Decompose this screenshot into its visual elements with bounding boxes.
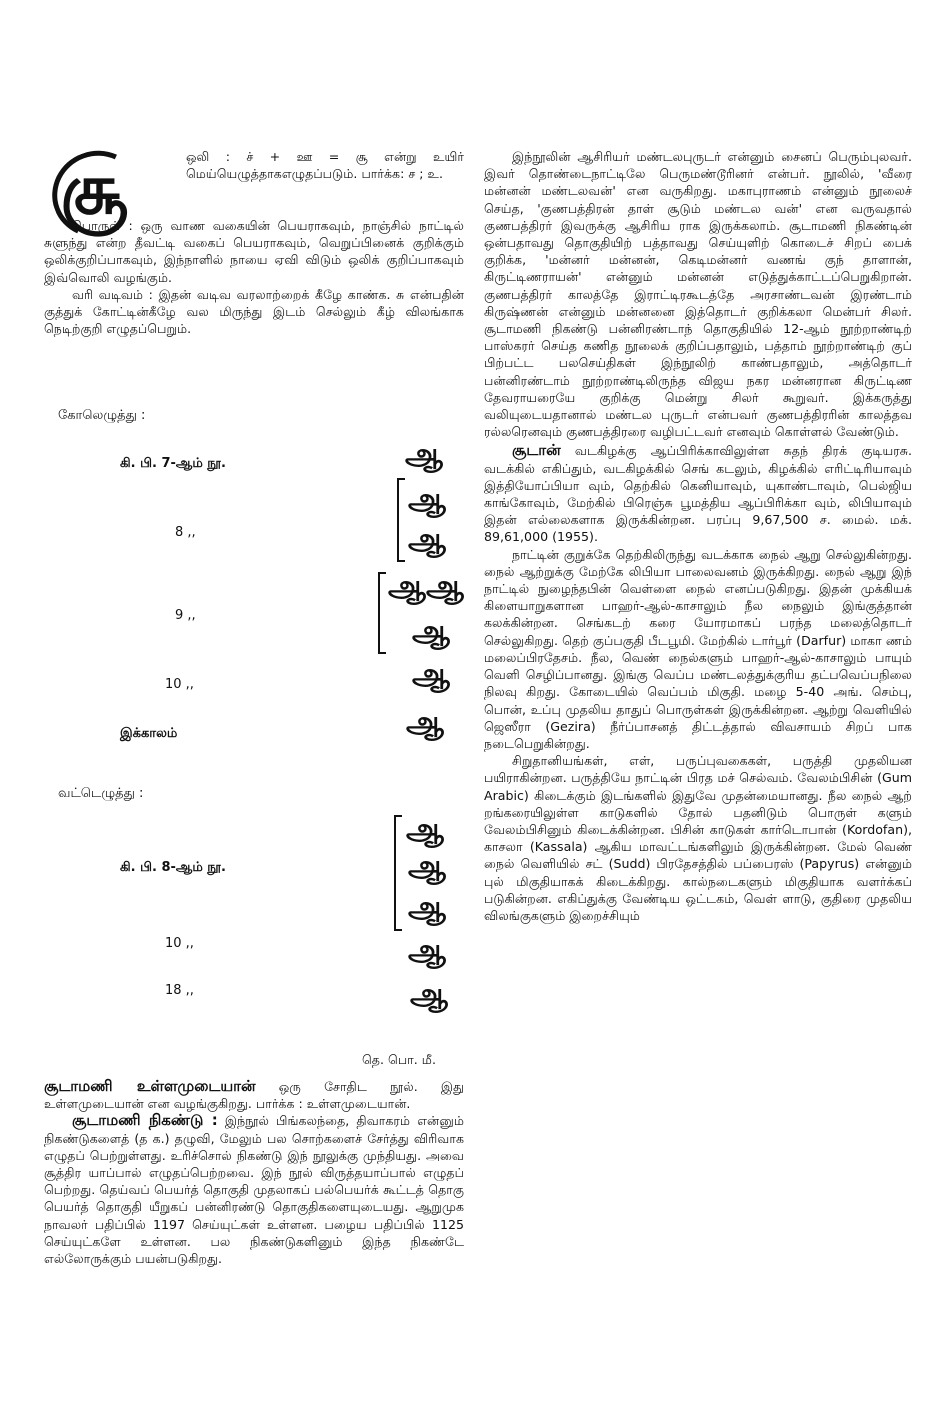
kol-row-8: 8 ,, bbox=[175, 525, 196, 540]
sudan-text: வடகிழக்கு ஆப்பிரிக்காவிலுள்ள சுதந் திரக் குடியரசு. வடக்கில் எகிப்தும், வடகிழக்கில் செங் கடலும், கிழக்கில் எரிட்டிரியாவும் இத்தியோப்பியா வும், தெற்கில் கெனியாவும், யுகாண்டாவும், பெல்ஜிய காங்கோவும், மேற்கில் பிரெஞ்சு பூமத்திய ஆப்பிரிக்கா வும், லிபியாவும் இதன் எல்லைகளாக இருக்கின்றன. பரப்பு 9,67,500 ச. மைல். மக். 89,61,000 (1955). bbox=[484, 443, 912, 545]
ullam-text: ஒரு சோதிட நூல். இது உள்ளமுடையான் என வழங்குகிறது. பார்க்க : உள்ளமுடையான். bbox=[44, 1079, 465, 1112]
intro-line bbox=[186, 148, 464, 182]
ullam-entry bbox=[44, 1078, 464, 1112]
nigandu-head: சூடாமணி நிகண்டு : bbox=[72, 1111, 218, 1130]
nigandu-entry bbox=[44, 1112, 464, 1267]
kol-glyph-3: ஆ bbox=[408, 522, 446, 557]
kol-glyph-1: ஆ bbox=[405, 437, 443, 472]
right-para-1: இந்நூலின் ஆசிரியர் மண்டலபுருடர் என்னும் சைனப் பெரும்புலவர். இவர் தொண்டைநாட்டிலே பெருமண்டூரினர் என்பர். நூலில், 'வீரை மன்னன் மண்டலவன்' என வருகிறது. மகாபுராணம் என்னும் நூலைச் செய்த, 'குணபத்திரன் தாள் சூடும் மண்டல வன்' என வருவதால் குணபத்திரர் இவருக்கு ஆசிரிய ராக இருக்கலாம். சூடாமணி நிகண்டின் ஒன்பதாவது தொகுதியிற் பத்தாவது செய்யுளிற் கொடைச் சிறப் பைக் குறிக்க, 'மன்னர் மன்னன், கெடிமன்னர் வணங் குந் தாளான், கிருட்டிணராயன்' என்னும் மன்னன் எடுத்துக்காட்டப்பெறுகிறான். குணபத்திரர் காலத்தே இராட்டிரகூடத்தே அரசாண்டவன் இரண்டாம் கிருஷ்ணன் என்னும் மன்னனை இத்தொடர் குறிக்கலா மென்பர் சிலர். சூடாமணி நிகண்டு பன்னிரண்டாந் தொகுதியில் 12-ஆம் நூற்றாண்டிற் பாஸ்கரர் செய்த கணித நூலைக் குறிப்பதாலும், பத்தாம் நூற்றாண்டிற் குப் பிற்பட்ட பலசெய்திகள் இந்நூலிற் காண்பதாலும், அத்தொடர் பன்னிரண்டாம் நூற்றாண்டிலிருந்த விஜய நகர மன்னரான கிருட்டிண தேவராயரையே குறிக்கு மென்று சிலர் கூறுவர். இக்கருத்து வலியுடையதானால் மண்டல புருடர் என்பவர் குணபத்திரரின் காலத்தவ ரல்லரெனவும் குணபத்திரரை வழிபட்டவர் எனவும் கொள்ளல் வேண்டும். bbox=[484, 149, 912, 440]
vatt-glyph-5: ஆ bbox=[410, 977, 448, 1012]
kol-row-10: 10 ,, bbox=[165, 677, 194, 692]
vari-paragraph: வரி வடிவம் : இதன் வடிவ வரலாற்றைக் கீழே காண்க. சு என்பதின் குத்துக் கோட்டின்கீழே வல மிருந்து இடம் செல்லும் கீழ் விலங்காக நெடிற்குறி எழுதப்பெறும். bbox=[44, 286, 464, 337]
kol-row-now: இக்காலம் bbox=[120, 726, 178, 741]
right-para-3: நாட்டின் குறுக்கே தெற்கிலிருந்து வடக்காக நைல் ஆறு செல்லுகின்றது. நைல் ஆற்றுக்கு மேற்கே லிபியா பாலைவனம் இருக்கிறது. நைல் ஆறு இந் நாட்டில் நுழைந்தபின் வெள்ளை நைல் எனப்படுகிறது. இதன் முக்கியக் கிளையாறுகளான பாஹர்-ஆல்-காசாலும் நீல நைலும் இங்குத்தான் கலக்கின்றன. செங்கடற் கரை யோரமாகப் பரந்த மலைத்தொடர் செல்லுகிறது. தெற் குப்பகுதி பீடபூமி. மேற்கில் டார்பூர் (Darfur) மாகா ணம் மலைப்பிரதேசம். நீல, வெண் நைல்களும் பாஹர்-ஆல்-காசாலும் பாயும் வெளி செழிப்பானது. இங்கு வெப்ப மண்டலத்துக்குரிய தட்பவெப்பநிலை நிலவு கிறது. கோடையில் வெப்பம் மிகுதி. மழை 5-40 அங். செம்பு, பொன், உப்பு முதலிய தாதுப் பொருள்கள் இருக்கின்றன. ஆற்று வெளியில் ஜெஸீரா (Gezira) நீர்ப்பாசனத் திட்டத்தால் விவசாயம் சிறப் பாக நடைபெறுகின்றது. bbox=[484, 546, 912, 751]
ullam-head: சூடாமணி உள்ளமுடையான் bbox=[44, 1077, 256, 1095]
kol-bracket-1 bbox=[397, 478, 405, 562]
kol-glyph-5: ஆ bbox=[412, 614, 450, 649]
kol-bracket-2 bbox=[378, 572, 386, 654]
vatt-glyph-1: ஆ bbox=[406, 812, 444, 847]
vatt-row-18: 18 ,, bbox=[165, 983, 194, 998]
signature: தெ. பொ. மீ. bbox=[362, 1052, 436, 1067]
vatt-glyph-4: ஆ bbox=[408, 933, 446, 968]
vatt-row-10: 10 ,, bbox=[165, 936, 194, 951]
sudan-head: சூடான் bbox=[512, 441, 561, 460]
left-entries bbox=[44, 1078, 464, 1267]
kol-glyph-2: ஆ bbox=[408, 482, 446, 517]
kol-row-9: 9 ,, bbox=[175, 608, 196, 623]
left-intro bbox=[44, 217, 464, 337]
right-column bbox=[484, 148, 912, 924]
kol-glyph-6: ஆ bbox=[412, 657, 450, 692]
initial-letter-text: சூ bbox=[60, 147, 128, 230]
vatt-row-8: கி. பி. 8-ஆம் நூ. bbox=[120, 860, 226, 875]
intro-oli: ஒலி : ச் + ஊ = சூ என்று உயிர் மெய்யெழுத்தாகஎழுதப்படும். பார்க்க: ச ; உ. bbox=[186, 149, 464, 182]
vattezhuthu-label: வட்டெழுத்து : bbox=[58, 786, 144, 801]
vatt-bracket bbox=[394, 815, 402, 931]
porul-paragraph: பொருள் : ஒரு வாண வகையின் பெயராகவும், நாஞ்சில் நாட்டில் சுளுந்து என்ற தீவட்டி வகைப் பெயராகவும், வெறுப்பினைக் குறிக்கும் ஒலிக்குறிப்பாகவும், இந்நாளில் நாயை ஏவி விடும் ஒலிக் குறிப்பாகவும் இவ்வொலி வழங்கும். bbox=[44, 218, 464, 285]
kol-glyph-7: ஆ bbox=[406, 705, 444, 740]
nigandu-text: இந்நூல் பிங்கலந்தை, திவாகரம் என்னும் நிகண்டுகளைத் (த க.) தழுவி, மேலும் பல சொற்களைச் சேர்த்து விரிவாக எழுதப் பெற்றுள்ளது. உரிச்சொல் நிகண்டு இந் நூலுக்கு முந்தியது. அவை சூத்திர யாப்பால் எழுதப்பெற்றவை. இந் நூல் விருத்தயாப்பால் எழுதப் பெற்றது. தெய்வப் பெயர்த் தொகுதி முதலாகப் பல்பெயர்க் கூட்டத் தொகு பெயர்த் தொகுதி யீறுகப் பன்னிரண்டு தொகுதிகளையுடையது. ஆறுமுக நாவலர் பதிப்பில் 1197 செய்யுட்கள் உள்ளன. பழைய பதிப்பில் 1125 செய்யுட்களே உள்ளன. பல நிகண்டுகளினும் இந்த நிகண்டே எல்லோருக்கும் பயன்படுகிறது. bbox=[44, 1113, 464, 1267]
kol-glyph-4: ஆஆ bbox=[388, 569, 464, 604]
sudan-entry bbox=[484, 442, 912, 545]
kolezhuthu-label: கோலெழுத்து : bbox=[58, 408, 146, 423]
vatt-glyph-3: ஆ bbox=[408, 890, 446, 925]
vatt-glyph-2: ஆ bbox=[408, 849, 446, 884]
kol-row-7: கி. பி. 7-ஆம் நூ. bbox=[120, 456, 226, 471]
right-para-4: சிறுதானியங்கள், எள், பருப்புவகைகள், பருத்தி முதலியன பயிராகின்றன. பருத்தியே நாட்டின் பிரத மச் செல்வம். வேலம்பிசின் (Gum Arabic) கிடைக்கும் இடங்களில் இதுவே முதன்மையானது. நீல நைல் ஆற் றங்கரையிலுள்ள காடுகளில் தோல் பதனிடும் பொருள் களும் வேலம்பிசினும் கிடைக்கின்றன. பிசின் காடுகள் கார்டொபான் (Kordofan), காசலா (Kassala) ஆகிய மாவட்டங்களிலும் இருக்கின்றன. மேல் வெண் நைல் வெளியில் சட் (Sudd) பிரதேசத்தில் பப்பைரஸ் (Papyrus) என்னும் புல் மிகுதியாகக் கிடைக்கிறது. கால்நடைகளும் மிகுதியாக வளர்க்கப் படுகின்றன. எகிப்துக்கு வேண்டிய ஒட்டகம், வெள் ளாடு, குதிரை முதலிய விலங்குகளும் இறைச்சியும் bbox=[484, 753, 912, 923]
